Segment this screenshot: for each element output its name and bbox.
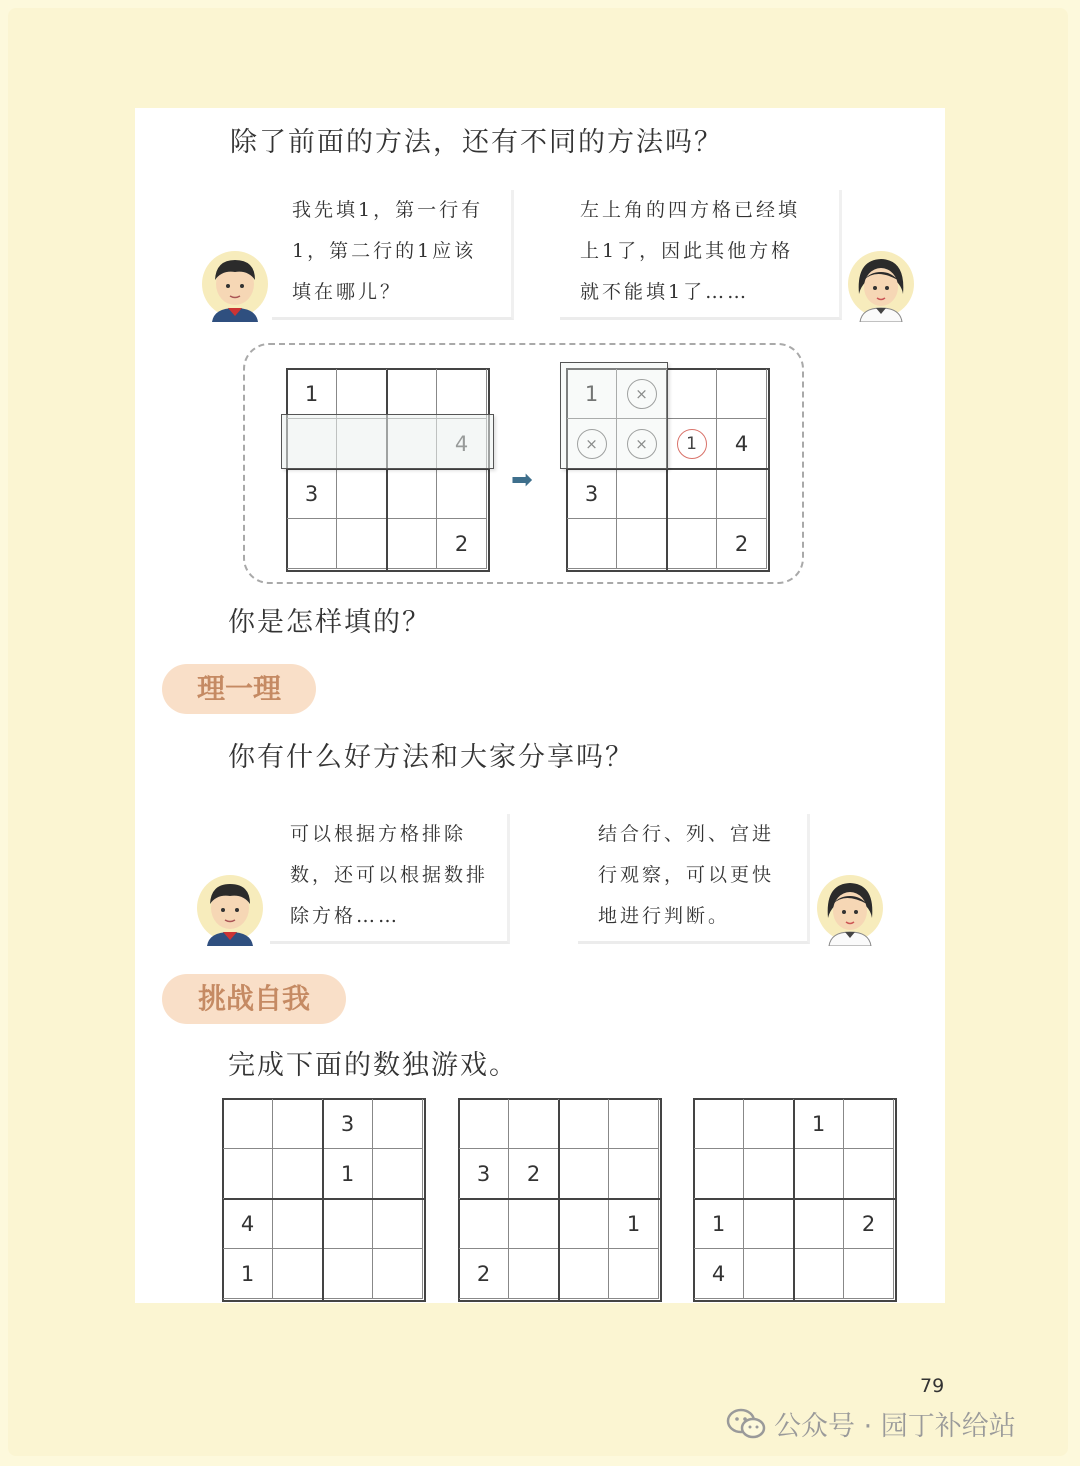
grid-cell: [459, 1099, 509, 1149]
bubble-line: 上1了，因此其他方格: [580, 240, 794, 262]
speech-bubble-girl-1: [560, 190, 842, 320]
question-share: 你有什么好方法和大家分享吗？: [228, 742, 634, 773]
bubble-line: 可以根据方格排除: [290, 823, 467, 845]
grid-cell: [844, 1099, 894, 1149]
example-grid-left: [286, 368, 490, 572]
grid-cell: [437, 369, 487, 419]
question-other-methods: 除了前面的方法，还有不同的方法吗？: [230, 127, 723, 158]
grid-cell: [287, 519, 337, 569]
grid-cell: [437, 469, 487, 519]
grid-cell: [337, 369, 387, 419]
grid-cell: [667, 469, 717, 519]
grid-cell: [567, 519, 617, 569]
section-tag-challenge: 挑战自我: [162, 974, 346, 1024]
girl-avatar: [815, 874, 885, 946]
grid-cell: [273, 1099, 323, 1149]
grid-cell: 1: [567, 369, 617, 419]
page-number: 79: [920, 1375, 945, 1397]
grid-cell: [509, 1099, 559, 1149]
bubble-line: 结合行、列、宫进: [598, 823, 775, 845]
grid-cell: 1: [794, 1099, 844, 1149]
grid-cell: [509, 1249, 559, 1299]
grid-cell: 1: [694, 1199, 744, 1249]
grid-cell: 4: [223, 1199, 273, 1249]
grid-cell: 3: [567, 469, 617, 519]
grid-cell: 1: [223, 1249, 273, 1299]
grid-cell: [794, 1149, 844, 1199]
bubble-line: 我先填1，第一行有: [292, 199, 484, 221]
grid-cell: 3: [287, 469, 337, 519]
grid-cell: [223, 1149, 273, 1199]
grid-cell: [744, 1249, 794, 1299]
grid-cell: [717, 369, 767, 419]
bubble-line: 除方格……: [290, 905, 401, 927]
grid-cell: [387, 469, 437, 519]
grid-cell: [559, 1099, 609, 1149]
grid-cell: [744, 1149, 794, 1199]
boy-avatar: [200, 250, 270, 322]
grid-cell: [337, 469, 387, 519]
grid-cell: 3: [323, 1099, 373, 1149]
grid-cell: [559, 1149, 609, 1199]
speech-bubble-boy-1: [272, 190, 514, 320]
grid-cell: [323, 1249, 373, 1299]
grid-cell: [744, 1099, 794, 1149]
grid-cell: 1: [287, 369, 337, 419]
grid-cell: [273, 1149, 323, 1199]
grid-cell: [323, 1199, 373, 1249]
watermark-text: 公众号 · 园丁补给站: [774, 1411, 1016, 1442]
grid-cell: [667, 369, 717, 419]
grid-cell: 3: [459, 1149, 509, 1199]
box-divider: [460, 1198, 660, 1200]
grid-cell: 4: [694, 1249, 744, 1299]
grid-cell: 1: [323, 1149, 373, 1199]
bubble-line: 数，还可以根据数排: [290, 864, 489, 886]
question-how-filled: 你是怎样填的？: [228, 607, 431, 638]
grid-cell: 2: [459, 1249, 509, 1299]
bubble-line: 地进行判断。: [598, 905, 731, 927]
box-divider: [558, 1100, 560, 1300]
grid-cell: [844, 1249, 894, 1299]
arrow-right-icon: ➡: [511, 465, 533, 495]
grid-cell: [794, 1249, 844, 1299]
box-divider: [695, 1198, 895, 1200]
speech-bubble-girl-2: [578, 814, 810, 944]
sudoku-puzzle-3[interactable]: [693, 1098, 897, 1302]
grid-cell: 2: [717, 519, 767, 569]
grid-cell: [609, 1149, 659, 1199]
grid-cell: [373, 1199, 423, 1249]
girl-avatar: [846, 250, 916, 322]
grid-cell: 2: [437, 519, 487, 569]
grid-cell: [667, 519, 717, 569]
grid-cell: [373, 1099, 423, 1149]
grid-cell: [609, 1249, 659, 1299]
grid-cell: [273, 1249, 323, 1299]
grid-cell: 1: [609, 1199, 659, 1249]
grid-cell: [337, 519, 387, 569]
grid-cell: [609, 1099, 659, 1149]
box-divider: [793, 1100, 795, 1300]
bubble-line: 填在哪儿？: [292, 281, 403, 303]
box-divider: [322, 1100, 324, 1300]
box-divider: [386, 370, 388, 570]
boy-avatar: [195, 874, 265, 946]
grid-cell: [559, 1249, 609, 1299]
grid-cell: [373, 1249, 423, 1299]
bubble-line: 1，第二行的1应该: [292, 240, 477, 262]
grid-cell: 2: [509, 1149, 559, 1199]
grid-cell: [387, 369, 437, 419]
speech-bubble-boy-2: [270, 814, 510, 944]
bubble-line: 行观察，可以更快: [598, 864, 775, 886]
wechat-icon: [726, 1408, 766, 1440]
box-highlight: [560, 362, 668, 469]
section-tag-review: 理一理: [162, 664, 316, 714]
crossed-circle-icon: ×: [627, 379, 657, 409]
grid-cell: [794, 1199, 844, 1249]
bubble-line: 左上角的四方格已经填: [580, 199, 801, 221]
task-instruction: 完成下面的数独游戏。: [228, 1050, 518, 1081]
candidate-circle: 1: [677, 429, 707, 459]
grid-cell: [559, 1199, 609, 1249]
grid-cell: [667, 419, 717, 469]
grid-cell: [617, 469, 667, 519]
grid-cell: [387, 519, 437, 569]
crossed-circle-icon: ×: [577, 429, 607, 459]
grid-cell: [373, 1149, 423, 1199]
bubble-line: 就不能填1了……: [580, 281, 750, 303]
grid-cell: [694, 1149, 744, 1199]
crossed-circle-icon: ×: [627, 429, 657, 459]
box-divider: [224, 1198, 424, 1200]
grid-cell: [744, 1199, 794, 1249]
grid-cell: [717, 469, 767, 519]
row-highlight: [281, 414, 494, 469]
grid-cell: 4: [717, 419, 767, 469]
grid-cell: [459, 1199, 509, 1249]
grid-cell: 2: [844, 1199, 894, 1249]
sudoku-puzzle-2[interactable]: [458, 1098, 662, 1302]
grid-cell: [844, 1149, 894, 1199]
grid-cell: [273, 1199, 323, 1249]
grid-cell: [509, 1199, 559, 1249]
grid-cell: [617, 519, 667, 569]
grid-cell: [694, 1099, 744, 1149]
watermark: [726, 1404, 1016, 1443]
sudoku-puzzle-1[interactable]: [222, 1098, 426, 1302]
grid-cell: [223, 1099, 273, 1149]
